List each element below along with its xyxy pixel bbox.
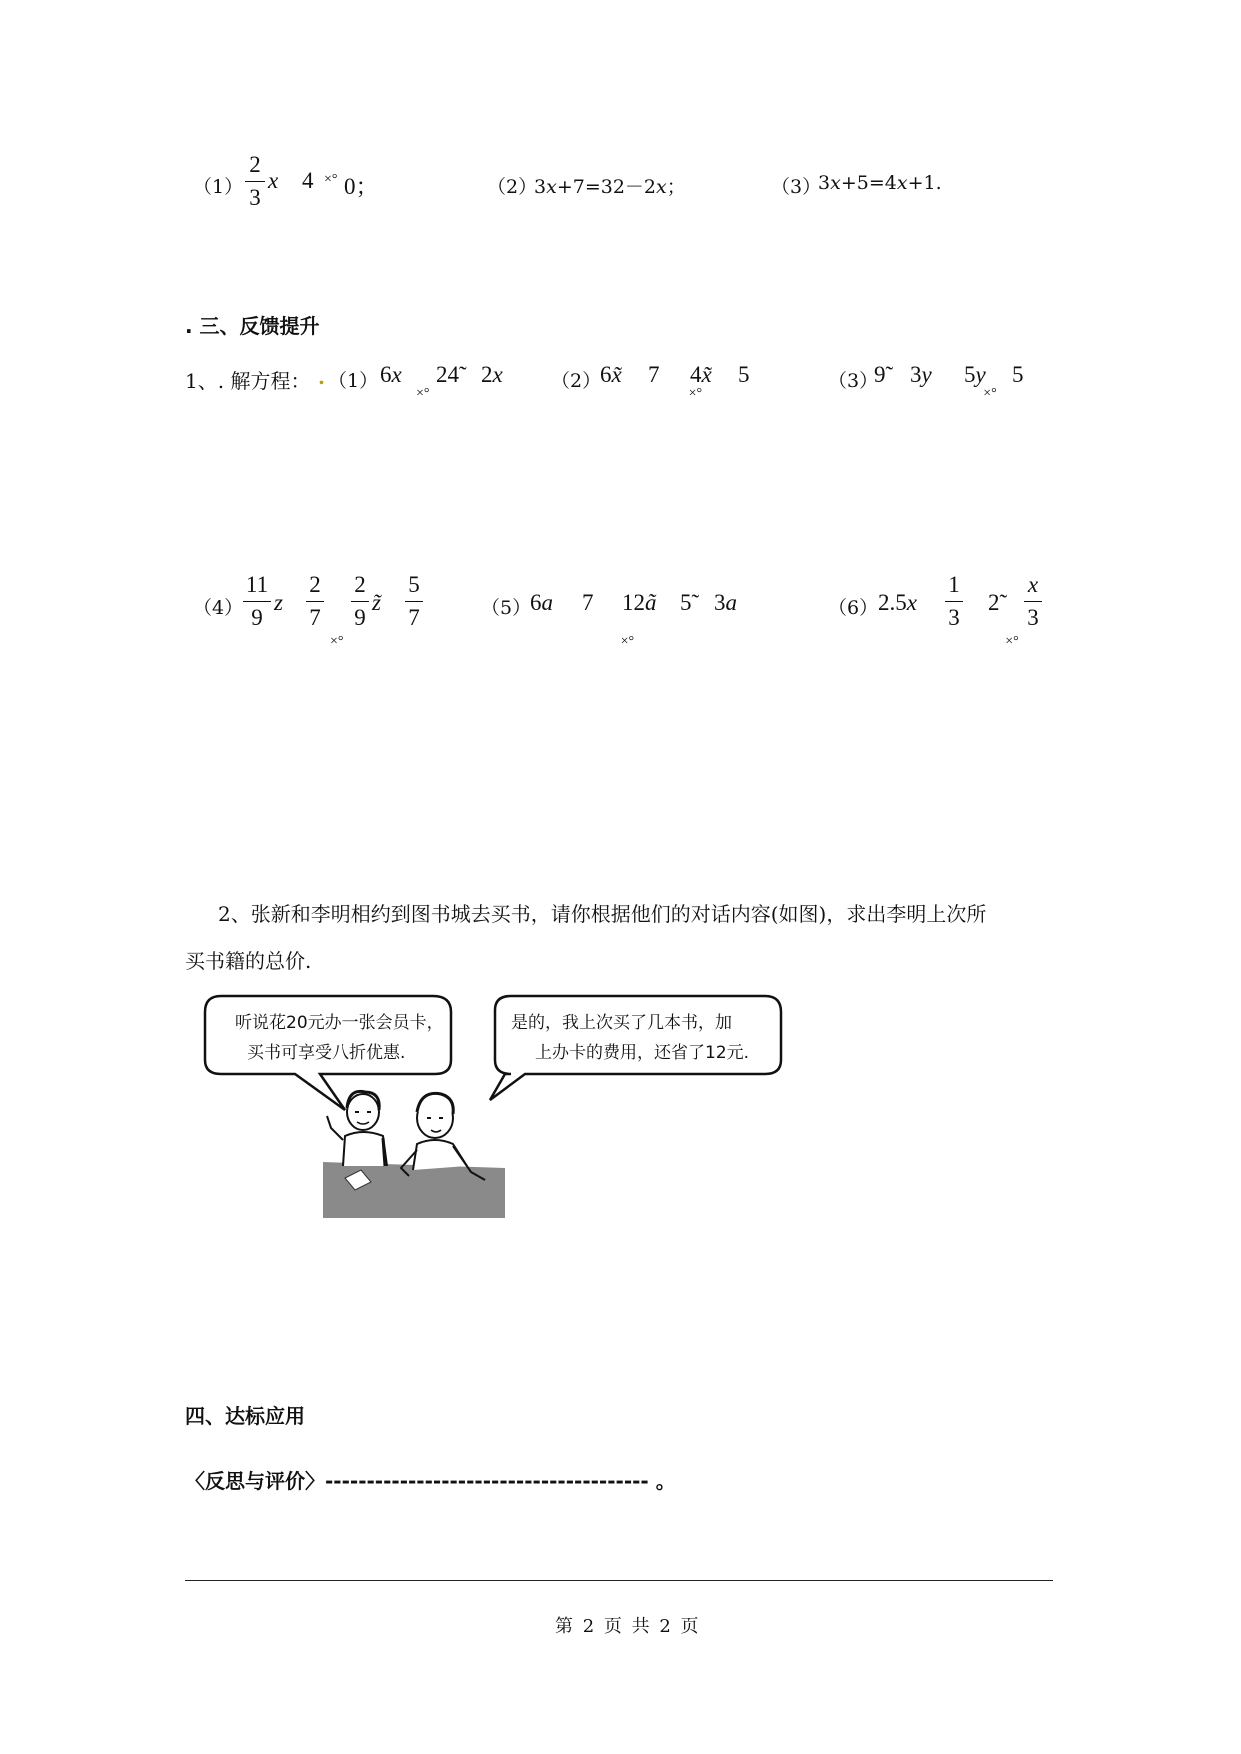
eq-2-label: （2） [551, 370, 602, 392]
dialogue-illustration [195, 990, 795, 1230]
eq-1-b: 24̃ [436, 362, 459, 387]
q2-line-1: 2、张新和李明相约到图书城去买书，请你根据他们的对话内容(如图)，求出李明上次所 [218, 902, 987, 926]
eq-6-fraction-1: 1 3 [945, 572, 963, 631]
eq-5-sign: ×° [620, 634, 635, 649]
eq-4-sign: ×° [330, 634, 344, 649]
eq-6-label: （6） [828, 597, 879, 619]
eq-5-a: 6a [530, 590, 553, 615]
q1-prefix: 1、. 解方程： [185, 369, 311, 393]
eq-top-2-label: （2） [487, 176, 538, 198]
fraction-numerator: 2 [249, 152, 261, 177]
eq-1-c: 2x [481, 362, 503, 387]
eq-4-var-2: z̃ [372, 590, 381, 615]
eq-2-b: 7 [648, 362, 660, 387]
eq-3-sign: ×° [983, 386, 997, 401]
eq-3-c: 5y [964, 362, 986, 387]
eq-top-2-expr: 3x+7=32－2x； [534, 176, 686, 198]
eq-4-fraction-3: 2 9 [351, 572, 369, 631]
eq-6-sign: ×° [1005, 634, 1019, 649]
eq-top-1-sign: ×° [324, 172, 338, 187]
eq-4-var: z [274, 590, 283, 615]
eq-top-1-label: （1） [193, 176, 244, 198]
eq-top-1-const: 4 [302, 168, 314, 193]
bubble-right-text: 是的，我上次买了几本书，加 上办卡的费用，还省了12元. [511, 1013, 750, 1063]
eq-2-sign: ×° [688, 386, 703, 401]
eq-6-fraction-2: x 3 [1024, 572, 1042, 631]
q2-line-2: 买书籍的总价. [185, 949, 312, 973]
page-footer: 第 2 页 共 2 页 [555, 1616, 701, 1637]
eq-5-d: 5̃ [680, 590, 692, 615]
eq-3-d: 5 [1012, 362, 1024, 387]
highlight-dot: . [318, 365, 325, 389]
eq-5-label: （5） [481, 597, 532, 619]
bubble-left-text: 听说花20元办一张会员卡， 买书可享受八折优惠. [235, 1013, 444, 1063]
fraction-denominator: 3 [249, 185, 261, 210]
eq-top-3-expr: 3x+5=4x+1. [818, 172, 942, 194]
eq-6-b: 2̃ [988, 590, 1000, 615]
eq-3-b: 3y [910, 362, 932, 387]
eq-5-c: 12ã [622, 590, 657, 615]
eq-4-fraction-1: 11 9 [243, 572, 271, 631]
eq-1-sign: ×° [416, 386, 430, 401]
footer-divider [185, 1580, 1053, 1581]
section-3-title: . 三、反馈提升 [185, 314, 320, 338]
eq-2-d: 5 [738, 362, 750, 387]
eq-3-label: （3） [828, 370, 879, 392]
eq-4-fraction-4: 5 7 [405, 572, 423, 631]
equation-row-top [0, 0, 1241, 210]
eq-2-a: 6x̃ [600, 362, 622, 387]
eq-4-label: （4） [193, 597, 244, 619]
eq-top-1-var: x [268, 168, 279, 193]
eq-3-a: 9̃ [874, 362, 886, 387]
eq-2-c: 4x̃ [690, 362, 712, 387]
eq-5-b: 7 [582, 590, 594, 615]
eq-4-fraction-2: 2 7 [306, 572, 324, 631]
eq-top-1-fraction [245, 152, 265, 211]
eq-top-3-label: （3） [771, 176, 822, 198]
section-4-title: 四、达标应用 [185, 1404, 305, 1428]
desk-shape [323, 1162, 505, 1218]
eq-6-a: 2.5x [878, 590, 917, 615]
eq-1-a: 6x [380, 362, 402, 387]
reflection-line: 〈反思与评价〉--------------------------------------- 。 [185, 1469, 676, 1493]
eq-1-label: （1） [328, 370, 379, 392]
eq-top-1-tail: 0； [344, 174, 379, 199]
eq-5-e: 3a [714, 590, 737, 615]
fraction-bar [245, 181, 265, 182]
girl-body [343, 1132, 387, 1166]
